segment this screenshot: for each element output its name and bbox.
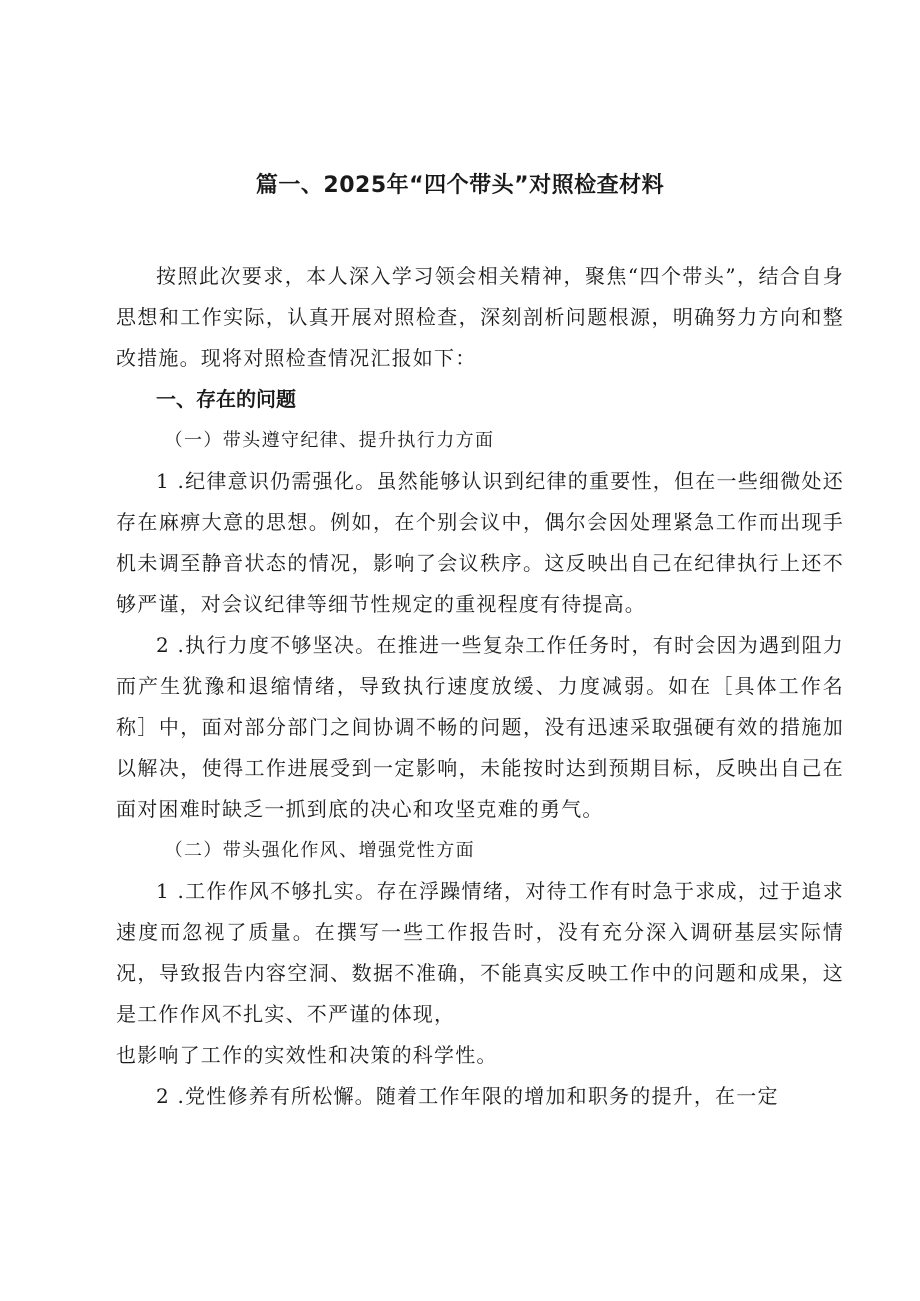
section-heading-problems: 一、存在的问题 [156,387,296,411]
document-body [116,256,844,1117]
paragraph-execution-strength: 2 .执行力度不够坚决。在推进一些复杂工作任务时，有时会因为遇到阻力而产生犹豫和退缩情绪，导致执行速度放缓、力度减弱。如在［具体工作名称］中，面对部分部门之间协调不畅的问题，没有迅速采取强硬有效的措施加以解决，使得工作进展受到一定影响，未能按时达到预期目标，反映出自己在面对困难时缺乏一抓到底的决心和攻坚克难的勇气。 [116,633,844,821]
paragraph-discipline-awareness: 1 .纪律意识仍需强化。虽然能够认识到纪律的重要性，但在一些细微处还存在麻痹大意的思想。例如，在个别会议中，偶尔会因处理紧急工作而出现手机未调至静音状态的情况，影响了会议秩序。这反映出自己在纪律执行上还不够严谨，对会议纪律等细节性规定的重视程度有待提高。 [116,469,844,616]
subsection-heading-work-style: （二）带头强化作风、增强党性方面 [164,840,475,861]
document-title: 篇一、2025年“四个带头”对照检查材料 [255,173,665,198]
paragraph-work-style-continued: 也影响了工作的实效性和决策的科学性。 [116,1043,498,1067]
paragraph-party-spirit: 2 .党性修养有所松懈。随着工作年限的增加和职务的提升，在一定 [156,1084,779,1108]
subsection-heading-discipline: （一）带头遵守纪律、提升执行力方面 [164,430,495,451]
intro-paragraph: 按照此次要求，本人深入学习领会相关精神，聚焦“四个带头”，结合自身思想和工作实际，认真开展对照检查，深刻剖析问题根源，明确努力方向和整改措施。现将对照检查情况汇报如下： [116,264,844,370]
paragraph-work-style: 1 .工作作风不够扎实。存在浮躁情绪，对待工作有时急于求成，过于追求速度而忽视了质量。在撰写一些工作报告时，没有充分深入调研基层实际情况，导致报告内容空洞、数据不准确，不能真实反映工作中的问题和成果，这是工作作风不扎实、不严谨的体现， [116,879,844,1026]
